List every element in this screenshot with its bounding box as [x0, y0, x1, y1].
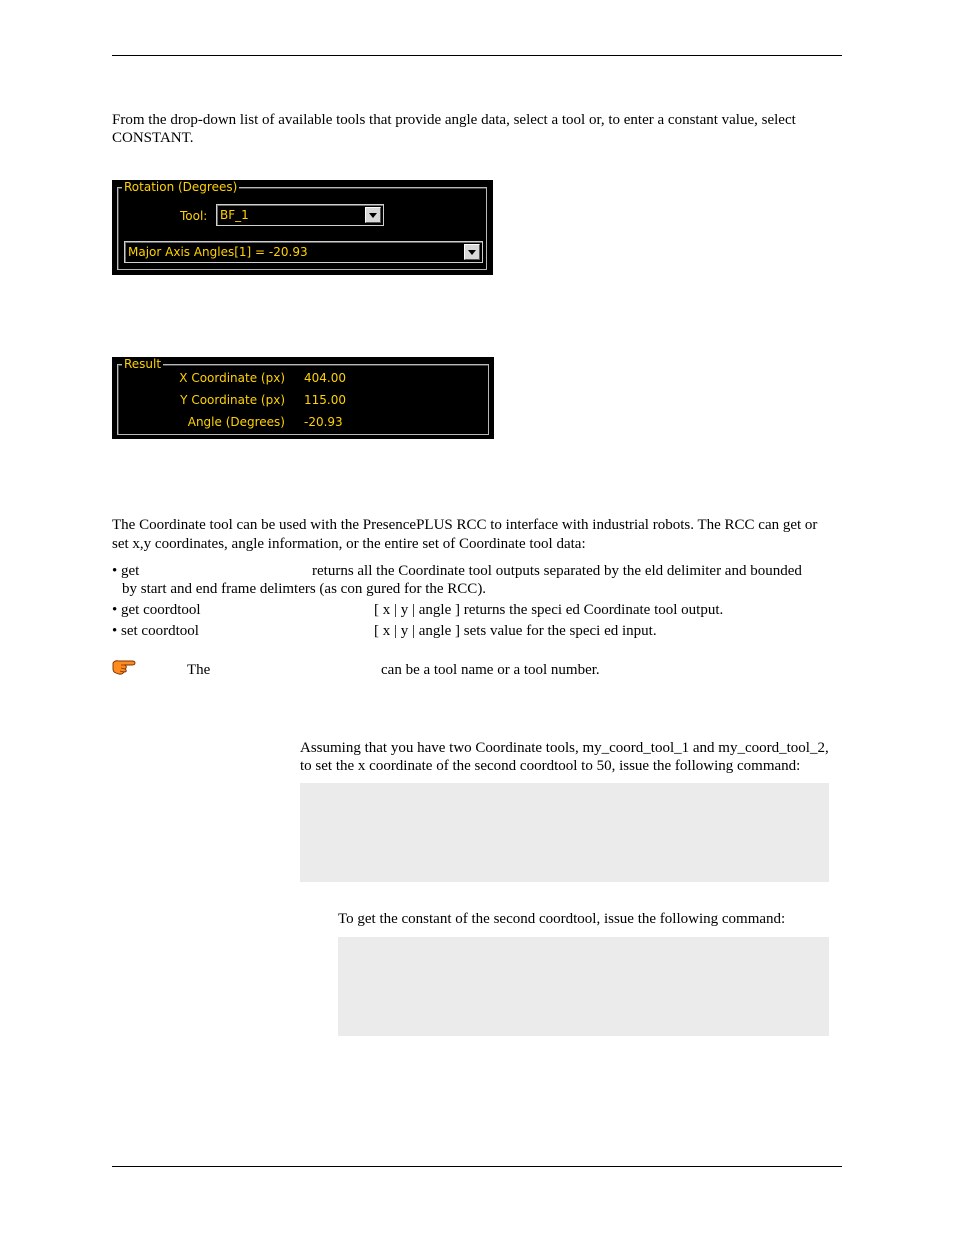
- footer-rule: [112, 1166, 842, 1167]
- y-coordinate-label: Y Coordinate (px): [180, 393, 285, 407]
- y-coordinate-value: 115.00: [304, 393, 346, 407]
- note-text: can be a tool name or a tool number.: [381, 662, 600, 678]
- get-command-code-block: [338, 937, 829, 1036]
- result-panel: [112, 357, 494, 439]
- angle-label: Angle (Degrees): [187, 415, 285, 429]
- bullet-get: • get: [112, 563, 140, 579]
- tool-label: Tool:: [180, 209, 208, 223]
- intro-line-2: CONSTANT.: [112, 130, 194, 146]
- x-coordinate-value: 404.00: [304, 371, 346, 385]
- note-the: The: [187, 662, 211, 678]
- bullet-get-desc: returns all the Coordinate tool outputs separated by the eld delimiter and bounded: [312, 563, 802, 579]
- angle-source-select[interactable]: [124, 241, 483, 263]
- example-line-2: to set the x coordinate of the second coordtool to 50, issue the following command:: [300, 758, 801, 774]
- angle-value: -20.93: [304, 415, 343, 429]
- rotation-panel: [112, 180, 493, 275]
- rotation-legend: Rotation (Degrees): [124, 180, 238, 194]
- result-legend: Result: [124, 357, 162, 371]
- chevron-down-icon[interactable]: [464, 244, 480, 260]
- pointing-hand-icon: [112, 657, 138, 675]
- header-rule: [112, 55, 842, 56]
- bullet-set-coordtool: • set coordtool: [112, 623, 199, 639]
- tool-select-value: BF_1: [220, 208, 249, 222]
- bullet-get-coordtool-desc: [ x | y | angle ] returns the speci ed Coordinate tool output.: [374, 602, 724, 618]
- tool-select[interactable]: [216, 204, 384, 226]
- bullet-get-desc-cont: by start and end frame delimters (as con gured for the RCC).: [122, 581, 487, 597]
- intro-line-1: From the drop-down list of available tools that provide angle data, select a tool or, to enter a constant value, select: [112, 112, 796, 128]
- bullet-get-coordtool: • get coordtool: [112, 602, 201, 618]
- rcc-line-1: The Coordinate tool can be used with the PresencePLUS RCC to interface with industrial robots. The RCC can get or: [112, 517, 818, 533]
- angle-source-value: Major Axis Angles[1] = -20.93: [128, 245, 308, 259]
- bullet-set-coordtool-desc: [ x | y | angle ] sets value for the speci ed input.: [374, 623, 657, 639]
- get-constant-line: To get the constant of the second coordtool, issue the following command:: [338, 911, 786, 927]
- chevron-down-icon[interactable]: [365, 207, 381, 223]
- x-coordinate-label: X Coordinate (px): [179, 371, 285, 385]
- rcc-line-2: set x,y coordinates, angle information, or the entire set of Coordinate tool data:: [112, 536, 586, 552]
- example-line-1: Assuming that you have two Coordinate tools, my_coord_tool_1 and my_coord_tool_2,: [300, 740, 829, 756]
- set-command-code-block: [300, 783, 829, 882]
